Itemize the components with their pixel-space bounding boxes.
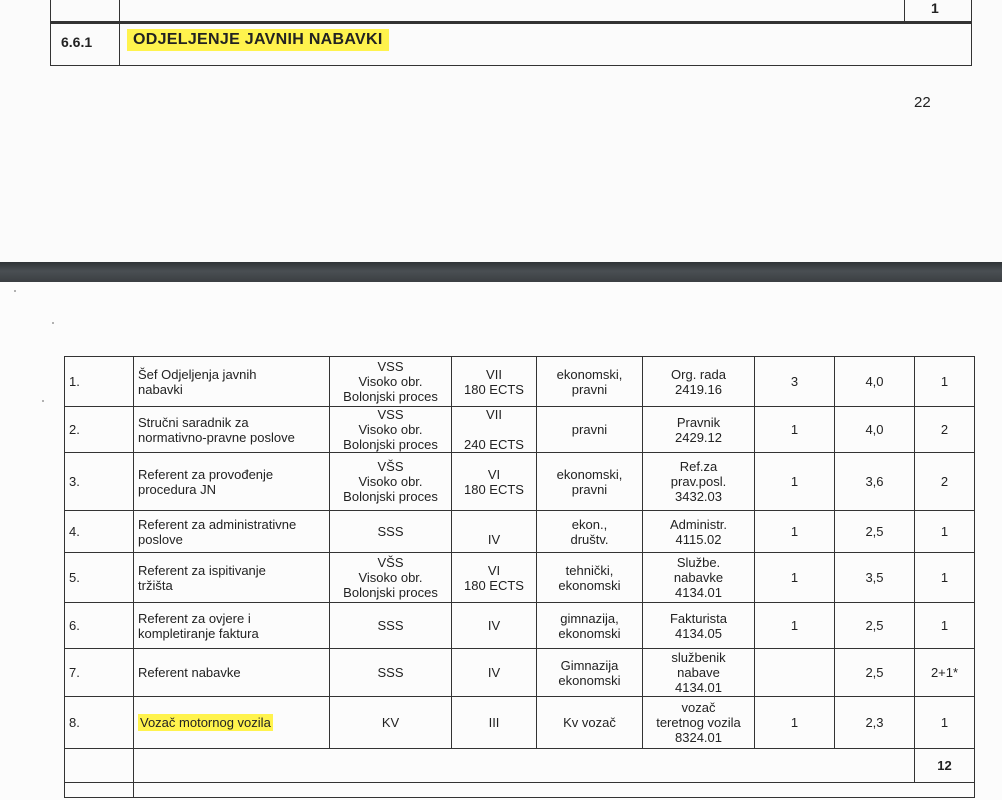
scan-speck <box>14 290 16 292</box>
value-col-3: 1 <box>915 357 975 407</box>
value-col-1: 1 <box>755 553 835 603</box>
table-row <box>65 511 975 553</box>
field-of-study: gimnazija, ekonomski <box>537 603 643 649</box>
value-col-2: 4,0 <box>835 357 915 407</box>
occupation-code: Administr. 4115.02 <box>643 511 755 553</box>
value-col-3: 2 <box>915 407 975 453</box>
occupation-code: vozač teretnog vozila 8324.01 <box>643 697 755 749</box>
scan-speck <box>42 400 44 402</box>
row-number: 5. <box>65 553 134 603</box>
field-of-study: pravni <box>537 407 643 453</box>
row-number: 6. <box>65 603 134 649</box>
field-of-study: Kv vozač <box>537 697 643 749</box>
occupation-code: Službe. nabavke 4134.01 <box>643 553 755 603</box>
occupation-code: službenik nabave 4134.01 <box>643 649 755 697</box>
position-title: Stručni saradnik za normativno-pravne poslove <box>134 407 330 453</box>
section-row <box>50 22 972 66</box>
value-col-3: 2+1* <box>915 649 975 697</box>
qualification: VŠS Visoko obr. Bolonjski proces <box>330 453 452 511</box>
value-col-2: 2,5 <box>835 603 915 649</box>
qualification: SSS <box>330 649 452 697</box>
position-title: Vozač motornog vozila <box>134 697 330 749</box>
position-title: Referent za ispitivanje tržišta <box>134 553 330 603</box>
qualification: SSS <box>330 511 452 553</box>
table-row <box>65 697 975 749</box>
value-col-2: 3,6 <box>835 453 915 511</box>
value-col-3: 2 <box>915 453 975 511</box>
qualification: SSS <box>330 603 452 649</box>
field-of-study: ekonomski, pravni <box>537 453 643 511</box>
education-level: III <box>452 697 537 749</box>
row-number: 1. <box>65 357 134 407</box>
value-col-2: 2,5 <box>835 649 915 697</box>
table-row <box>65 603 975 649</box>
table-row <box>65 649 975 697</box>
field-of-study: ekonomski, pravni <box>537 357 643 407</box>
education-level: VII 180 ECTS <box>452 357 537 407</box>
value-col-3: 1 <box>915 697 975 749</box>
row-number: 7. <box>65 649 134 697</box>
table-row <box>65 357 975 407</box>
occupation-code: Pravnik 2429.12 <box>643 407 755 453</box>
occupation-code: Fakturista 4134.05 <box>643 603 755 649</box>
position-title: Referent nabavke <box>134 649 330 697</box>
position-title: Šef Odjeljenja javnih nabavki <box>134 357 330 407</box>
value-col-2: 4,0 <box>835 407 915 453</box>
position-title: Referent za administrativne poslove <box>134 511 330 553</box>
value-col-2: 3,5 <box>835 553 915 603</box>
cut-cell <box>134 783 975 798</box>
row-number: 3. <box>65 453 134 511</box>
positions-table-body <box>65 357 975 798</box>
value-col-3: 1 <box>915 553 975 603</box>
qualification: VŠS Visoko obr. Bolonjski proces <box>330 553 452 603</box>
field-of-study: tehnički, ekonomski <box>537 553 643 603</box>
total-row <box>65 749 975 783</box>
qualification: VSS Visoko obr. Bolonjski proces <box>330 357 452 407</box>
value-col-1 <box>755 649 835 697</box>
table-row <box>65 407 975 453</box>
positions-table <box>64 356 975 798</box>
value-col-1: 1 <box>755 453 835 511</box>
field-of-study: Gimnazija ekonomski <box>537 649 643 697</box>
scan-speck <box>52 322 54 324</box>
total-count: 12 <box>915 749 975 783</box>
education-level: VI 180 ECTS <box>452 553 537 603</box>
page-number: 22 <box>914 94 931 111</box>
row-number: 2. <box>65 407 134 453</box>
page-separator <box>0 262 1002 282</box>
section-number: 6.6.1 <box>61 34 93 50</box>
total-empty-cell <box>65 749 134 783</box>
value-col-1: 3 <box>755 357 835 407</box>
value-col-1: 1 <box>755 407 835 453</box>
occupation-code: Ref.za prav.posl. 3432.03 <box>643 453 755 511</box>
field-of-study: ekon., društv. <box>537 511 643 553</box>
section-header-table <box>50 0 972 65</box>
education-level: IV <box>452 511 537 553</box>
table-row <box>65 553 975 603</box>
table-row <box>65 453 975 511</box>
value-col-1: 1 <box>755 511 835 553</box>
education-level: VII 240 ECTS <box>452 407 537 453</box>
value-col-3: 1 <box>915 511 975 553</box>
previous-total: 1 <box>931 0 939 16</box>
cut-cell <box>65 783 134 798</box>
occupation-code: Org. rada 2419.16 <box>643 357 755 407</box>
row-number: 4. <box>65 511 134 553</box>
education-level: IV <box>452 603 537 649</box>
previous-total-row <box>50 0 972 22</box>
section-title: ODJELJENJE JAVNIH NABAVKI <box>127 29 389 51</box>
cut-off-row <box>65 783 975 798</box>
education-level: VI 180 ECTS <box>452 453 537 511</box>
row-number: 8. <box>65 697 134 749</box>
page-top <box>0 0 1002 262</box>
qualification: KV <box>330 697 452 749</box>
value-col-1: 1 <box>755 697 835 749</box>
value-col-2: 2,3 <box>835 697 915 749</box>
total-empty-span <box>134 749 915 783</box>
education-level: IV <box>452 649 537 697</box>
value-col-2: 2,5 <box>835 511 915 553</box>
position-title: Referent za ovjere i kompletiranje faktura <box>134 603 330 649</box>
value-col-3: 1 <box>915 603 975 649</box>
value-col-1: 1 <box>755 603 835 649</box>
position-title: Referent za provođenje procedura JN <box>134 453 330 511</box>
qualification: VSS Visoko obr. Bolonjski proces <box>330 407 452 453</box>
